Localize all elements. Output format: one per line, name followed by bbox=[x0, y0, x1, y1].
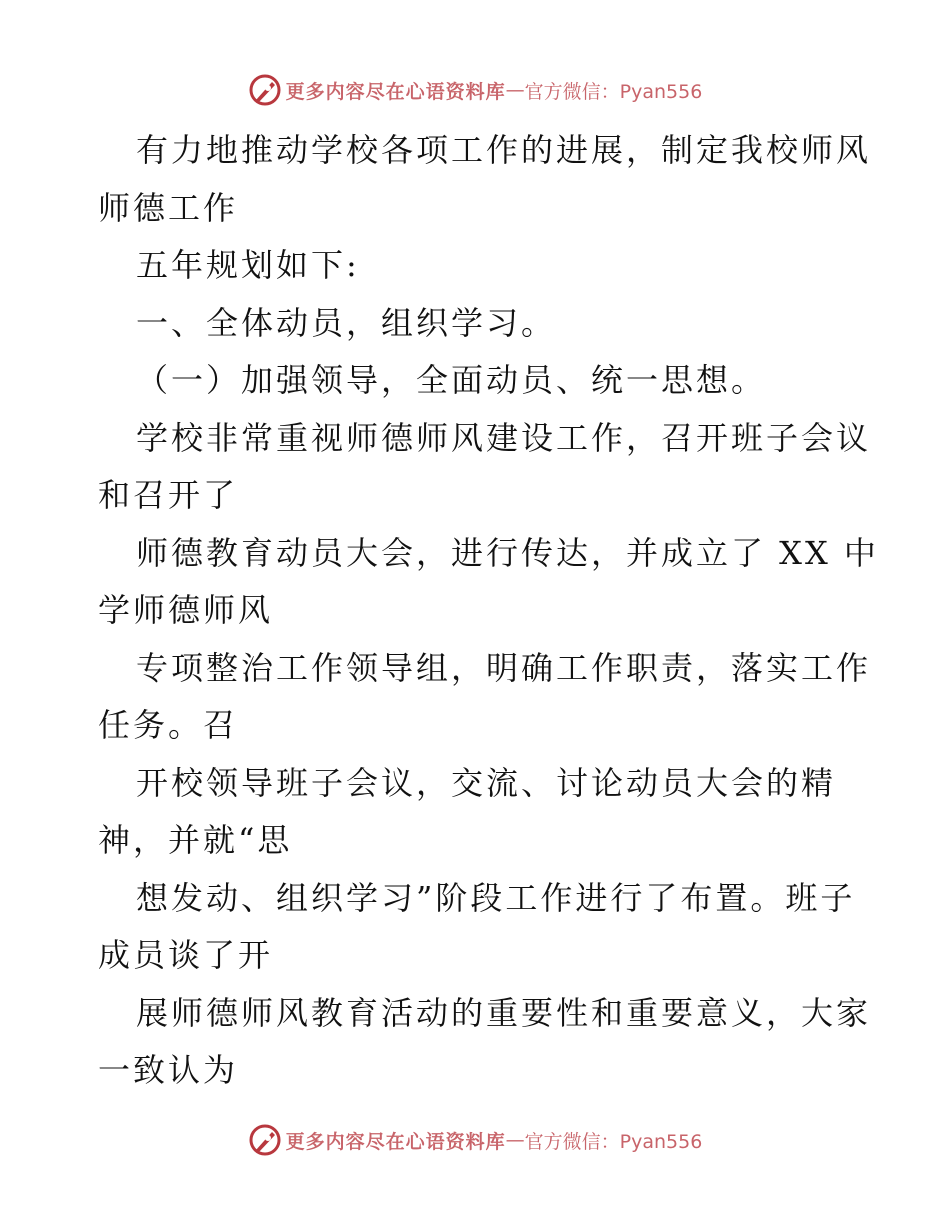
text-line: 和召开了 bbox=[98, 476, 239, 514]
watermark-separator: — bbox=[505, 79, 525, 101]
watermark-separator: — bbox=[505, 1129, 525, 1151]
watermark-footer bbox=[0, 1120, 950, 1160]
text-line: 展师德师风教育活动的重要性和重要意义，大家 bbox=[136, 993, 872, 1032]
quill-logo-icon bbox=[248, 73, 282, 107]
text-line: 学校非常重视师德师风建设工作，召开班子会议 bbox=[136, 418, 872, 457]
watermark-title: 更多内容尽在心语资料库 bbox=[285, 1130, 506, 1153]
text-line: （一）加强领导，全面动员、统一思想。 bbox=[136, 361, 767, 399]
quill-logo-icon bbox=[248, 1123, 282, 1157]
text-line: 师德教育动员大会，进行传达，并成立了 XX 中 bbox=[136, 533, 879, 572]
text-line: 有力地推动学校各项工作的进展，制定我校师风 bbox=[136, 131, 872, 169]
text-line: 开校领导班子会议，交流、讨论动员大会的精 bbox=[136, 763, 837, 802]
text-line: 一、全体动员，组织学习。 bbox=[136, 303, 557, 342]
text-line: 神，并就“思 bbox=[98, 821, 293, 859]
text-line: 五年规划如下: bbox=[136, 246, 360, 284]
text-line: 想发动、组织学习”阶段工作进行了布置。班子 bbox=[136, 878, 856, 917]
watermark-wechat: 官方微信：Pyan556 bbox=[524, 80, 703, 103]
text-line: 专项整治工作领导组，明确工作职责，落实工作 bbox=[136, 648, 872, 687]
text-line: 学师德师风 bbox=[98, 591, 274, 629]
watermark-header bbox=[0, 70, 950, 110]
text-line: 任务。召 bbox=[98, 706, 239, 744]
document-body bbox=[98, 122, 879, 1100]
watermark-title: 更多内容尽在心语资料库 bbox=[285, 80, 506, 103]
watermark-wechat: 官方微信：Pyan556 bbox=[524, 1130, 703, 1153]
text-line: 一致认为 bbox=[98, 1051, 239, 1089]
text-line: 师德工作 bbox=[98, 188, 239, 227]
text-line: 成员谈了开 bbox=[98, 936, 274, 974]
